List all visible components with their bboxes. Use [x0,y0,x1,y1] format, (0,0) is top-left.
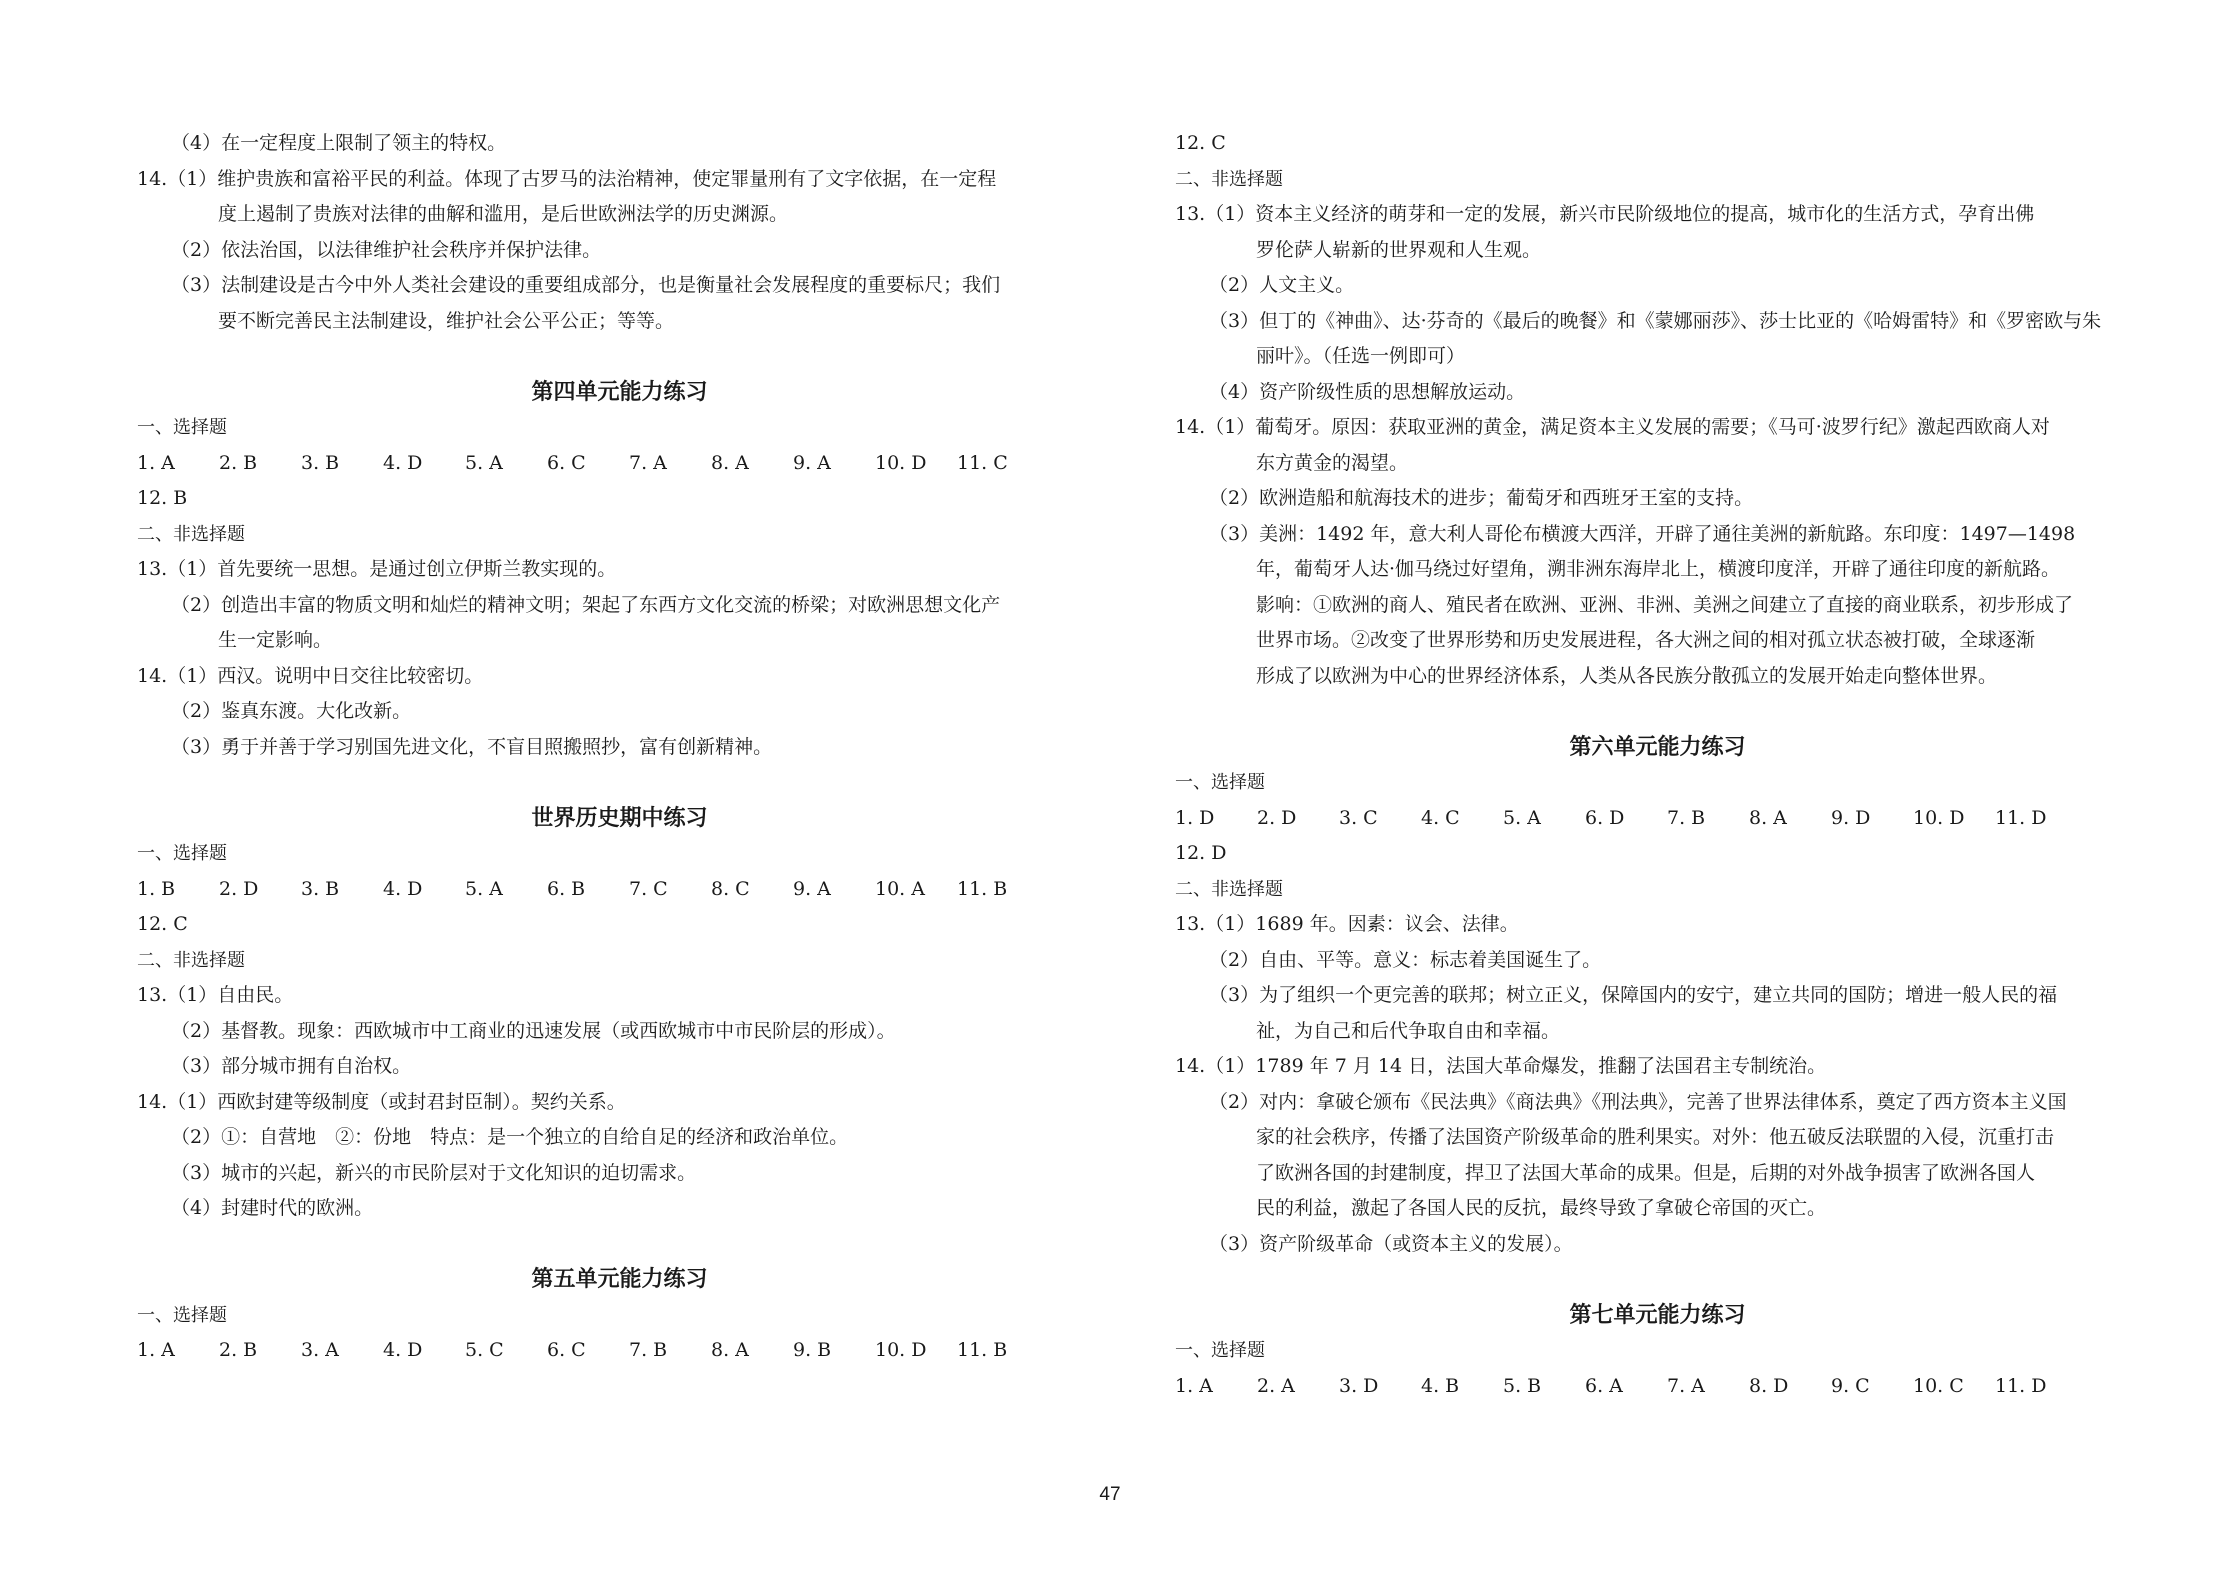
answer-line: （3）为了组织一个更完善的联邦；树立正义，保障国内的安宁，建立共同的国防；增进一般人民的福 [1209,984,2058,1006]
choice-answer: 4. D [383,1339,423,1361]
question-type-label: 一、选择题 [137,417,227,438]
answer-line: 年，葡萄牙人达·伽马绕过好望角，溯非洲东海岸北上，横渡印度洋，开辟了通往印度的新航路。 [1256,558,2061,580]
choice-answer: 7. B [629,1339,668,1361]
choice-answer: 4. B [1421,1374,1460,1397]
choice-answer: 5. A [465,451,503,474]
right-column [1175,126,2140,1404]
choice-answer: 4. C [1421,806,1460,829]
choice-answer: 10. C [1913,1374,1964,1397]
choice-answer: 2. A [1257,1374,1295,1397]
section-heading: 第七单元能力练习 [1569,1302,1746,1328]
choice-answer: 3. A [301,1339,339,1361]
answer-line: 13.（1）自由民。 [137,984,294,1006]
answer-line: 14.（1）西欧封建等级制度（或封君封臣制）。契约关系。 [137,1090,626,1113]
section-heading: 第六单元能力练习 [1569,734,1746,760]
choice-answer: 1. A [137,451,175,474]
answer-line: （4）资产阶级性质的思想解放运动。 [1209,380,1526,403]
choice-answer: 1. A [1175,1374,1213,1397]
choice-answer: 7. C [629,877,668,900]
choice-answer: 11. C [957,451,1008,474]
answer-line: 祉，为自己和后代争取自由和幸福。 [1256,1019,1561,1042]
answer-line: 14.（1）维护贵族和富裕平民的利益。体现了古罗马的法治精神，使定罪量刑有了文字依据，在一定程 [137,167,997,190]
choice-answer: 8. C [711,877,750,900]
answer-line: （2）自由、平等。意义：标志着美国诞生了。 [1209,948,1602,971]
answer-line: 东方黄金的渴望。 [1256,451,1409,474]
spacer [137,339,1102,375]
spacer [1175,1262,2140,1298]
choice-answers-row [137,446,1102,482]
choice-answer: 9. D [1831,806,1871,829]
answer-line: （3）美洲：1492 年，意大利人哥伦布横渡大西洋，开辟了通往美洲的新航路。东印度：1497—1498 [1209,522,2076,545]
choice-answer: 3. B [301,451,340,474]
choice-answer: 6. C [547,1339,586,1361]
choice-answers-row [1175,801,2140,837]
answer-line: 形成了以欧洲为中心的世界经济体系，人类从各民族分散孤立的发展开始走向整体世界。 [1256,664,1998,687]
answer-line: 12. B [137,487,188,509]
answer-line: 13.（1）首先要统一思想。是通过创立伊斯兰教实现的。 [137,558,617,580]
choice-answer: 10. A [875,877,925,900]
answer-line: （3）勇于并善于学习别国先进文化，不盲目照搬照抄，富有创新精神。 [171,735,773,758]
question-type-label: 一、选择题 [137,1304,227,1326]
choice-answer: 5. A [465,877,503,900]
answer-line: 12. C [137,913,188,935]
choice-answer: 2. D [1257,806,1297,829]
answer-line: （4）封建时代的欧洲。 [171,1197,374,1219]
section-heading: 第五单元能力练习 [531,1267,708,1292]
left-column [137,126,1102,1369]
choice-answer: 11. B [957,877,1008,900]
answer-line: 影响：①欧洲的商人、殖民者在欧洲、亚洲、非洲、美洲之间建立了直接的商业联系，初步形成了 [1256,593,2074,616]
answer-line: 度上遏制了贵族对法律的曲解和滥用，是后世欧洲法学的历史渊源。 [218,203,789,225]
question-type-label: 一、选择题 [1175,772,1265,793]
answer-line: 了欧洲各国的封建制度，捍卫了法国大革命的成果。但是，后期的对外战争损害了欧洲各国人 [1256,1161,2036,1184]
choice-answer: 2. B [219,1339,258,1361]
question-type-label: 二、非选择题 [137,949,245,971]
answer-line: （3）但丁的《神曲》、达·芬奇的《最后的晚餐》和《蒙娜丽莎》、莎士比亚的《哈姆雷特》和《罗密欧与朱 [1209,309,2102,332]
answer-line: 13.（1）资本主义经济的萌芽和一定的发展，新兴市民阶级地位的提高，城市化的生活方式，孕育出佛 [1175,203,2035,225]
choice-answer: 2. D [219,877,259,900]
choice-answer: 11. D [1995,806,2047,829]
choice-answer: 4. D [383,877,423,900]
answer-line: （3）资产阶级革命（或资本主义的发展）。 [1209,1232,1573,1255]
choice-answer: 9. C [1831,1374,1870,1397]
choice-answer: 7. A [629,451,667,474]
choice-answer: 8. A [1749,806,1787,829]
answer-line: 14.（1）1789 年 7 月 14 日，法国大革命爆发，推翻了法国君主专制统治。 [1175,1055,1827,1077]
answer-line: （2）人文主义。 [1209,274,1355,296]
choice-answer: 10. D [875,1339,927,1361]
choice-answer: 1. D [1175,806,1215,829]
page-number: 47 [1099,1484,1121,1505]
choice-answer: 5. B [1503,1374,1542,1397]
answer-line: （2）基督教。现象：西欧城市中工商业的迅速发展（或西欧城市中市民阶层的形成）。 [171,1019,896,1042]
choice-answer: 7. B [1667,806,1706,829]
answer-line: （2）对内：拿破仑颁布《民法典》《商法典》《刑法典》，完善了世界法律体系，奠定了西方资本主义国 [1209,1090,2067,1113]
answer-line: （4）在一定程度上限制了领主的特权。 [171,132,507,154]
choice-answer: 5. C [465,1339,504,1361]
choice-answer: 5. A [1503,806,1541,829]
choice-answer: 11. B [957,1339,1008,1361]
choice-answer: 9. A [793,451,831,474]
choice-answer: 8. D [1749,1374,1789,1397]
choice-answer: 6. B [547,877,586,900]
question-type-label: 二、非选择题 [1175,878,1283,900]
choice-answer: 3. D [1339,1374,1379,1397]
question-type-label: 二、非选择题 [1175,168,1283,190]
spacer [137,765,1102,801]
choice-answers-row [1175,1369,2140,1405]
answer-line: （3）城市的兴起，新兴的市民阶层对于文化知识的迫切需求。 [171,1161,697,1184]
question-type-label: 一、选择题 [1175,1340,1265,1361]
choice-answers-row [137,872,1102,908]
section-heading: 世界历史期中练习 [531,805,708,831]
section-heading: 第四单元能力练习 [531,379,708,405]
choice-answer: 4. D [383,451,423,474]
choice-answer: 10. D [875,451,927,474]
choice-answer: 3. C [1339,806,1378,829]
answer-line: 要不断完善民主法制建设，维护社会公平公正；等等。 [218,309,675,332]
answer-line: 12. C [1175,132,1226,154]
choice-answer: 2. B [219,451,258,474]
answer-line: 世界市场。②改变了世界形势和历史发展进程，各大洲之间的相对孤立状态被打破，全球逐渐 [1256,629,2036,651]
question-type-label: 二、非选择题 [137,523,245,545]
answer-line: 14.（1）葡萄牙。原因：获取亚洲的黄金，满足资本主义发展的需要；《马可·波罗行纪》激起西欧商人对 [1175,416,2050,438]
choice-answer: 6. D [1585,806,1625,829]
answer-line: 14.（1）西汉。说明中日交往比较密切。 [137,664,484,687]
answer-line: （2）依法治国，以法律维护社会秩序并保护法律。 [171,238,602,261]
answer-line: 丽叶》。（任选一例即可） [1256,345,1466,367]
choice-answer: 7. A [1667,1374,1705,1397]
choice-answer: 9. B [793,1339,832,1361]
answer-line: （3）部分城市拥有自治权。 [171,1055,412,1077]
spacer [1175,694,2140,730]
answer-line: （3）法制建设是古今中外人类社会建设的重要组成部分，也是衡量社会发展程度的重要标尺；我们 [171,274,1001,296]
choice-answer: 6. C [547,451,586,474]
answer-line: 罗伦萨人崭新的世界观和人生观。 [1256,238,1542,261]
choice-answers-row [137,1333,1102,1369]
choice-answer: 10. D [1913,806,1965,829]
answer-line: （2）欧洲造船和航海技术的进步；葡萄牙和西班牙王室的支持。 [1209,487,1754,509]
choice-answer: 3. B [301,877,340,900]
answer-line: 民的利益，激起了各国人民的反抗，最终导致了拿破仑帝国的灭亡。 [1256,1197,1827,1219]
answer-line: （2）①：自营地 ②：份地 特点：是一个独立的自给自足的经济和政治单位。 [171,1126,849,1148]
choice-answer: 11. D [1995,1374,2047,1397]
answer-line: 12. D [1175,842,1227,864]
answer-line: 13.（1）1689 年。因素：议会、法律。 [1175,913,1519,935]
answer-line: （2）鉴真东渡。大化改新。 [171,700,412,722]
choice-answer: 9. A [793,877,831,900]
answer-line: （2）创造出丰富的物质文明和灿烂的精神文明；架起了东西方文化交流的桥梁；对欧洲思想文化产 [171,593,1001,616]
question-type-label: 一、选择题 [137,843,227,864]
spacer [137,1227,1102,1263]
choice-answer: 8. A [711,1339,749,1361]
answer-line: 家的社会秩序，传播了法国资产阶级革命的胜利果实。对外：他五破反法联盟的入侵，沉重打击 [1256,1126,2055,1148]
choice-answer: 1. B [137,877,176,900]
choice-answer: 1. A [137,1339,175,1361]
choice-answer: 8. A [711,451,749,474]
answer-line: 生一定影响。 [218,629,333,651]
choice-answer: 6. A [1585,1374,1623,1397]
